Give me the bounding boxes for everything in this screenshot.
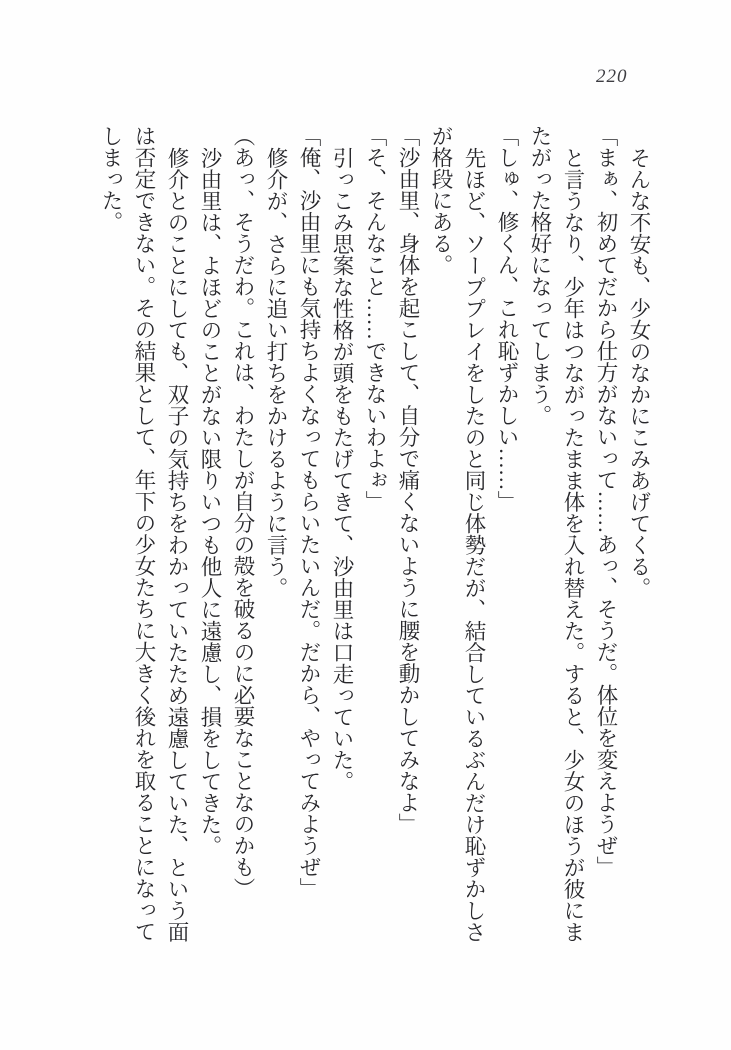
body-text [93,125,655,942]
dialogue-line: 「まぁ、初めてだから仕方がないって……あっ、そうだ。体位を変えようぜ」 [594,125,618,878]
paragraph: そんな不安も、少女のなかにこみあげてくる。 [627,146,651,598]
dialogue-line: 「沙由里、身体を起こして、自分で痛くないように腰を動かしてみなよ」 [396,125,420,835]
paragraph: 沙由里は、よほどのことがない限りいつも他人に遠慮し、損をしてきた。 [198,146,222,856]
paragraph: 引っこみ思案な性格が頭をもたげてきて、沙由里は口走っていた。 [330,146,354,792]
paragraph: 先ほど、ソーププレイをしたのと同じ体勢だが、結合しているぶんだけ恥ずかしさが格段にある。 [429,125,486,942]
dialogue-line: 「俺、沙由里にも気持ちよくなってもらいたいんだ。だから、やってみようぜ」 [297,125,321,899]
paragraph: 修介とのことにしても、双子の気持ちをわかっていたため遠慮していた、という面は否定できない。その結果として、年下の少女たちに大きく後れを取ることになってしまった。 [99,125,189,942]
paragraph: 修介が、さらに追い打ちをかけるように言う。 [264,146,288,598]
dialogue-line: 「そ、そんなこと……できないわよぉ」 [363,125,387,512]
paragraph: と言うなり、少年はつながったまま体を入れ替えた。すると、少女のほうが彼にまたがった格好になってしまう。 [528,125,585,942]
inner-thought-line: （あっ、そうだわ。これは、わたしが自分の殻を破るのに必要なことなのかも） [231,125,255,899]
dialogue-line: 「しゅ、修くん、これ恥ずかしい……」 [495,125,519,512]
page-number: 220 [596,66,628,87]
